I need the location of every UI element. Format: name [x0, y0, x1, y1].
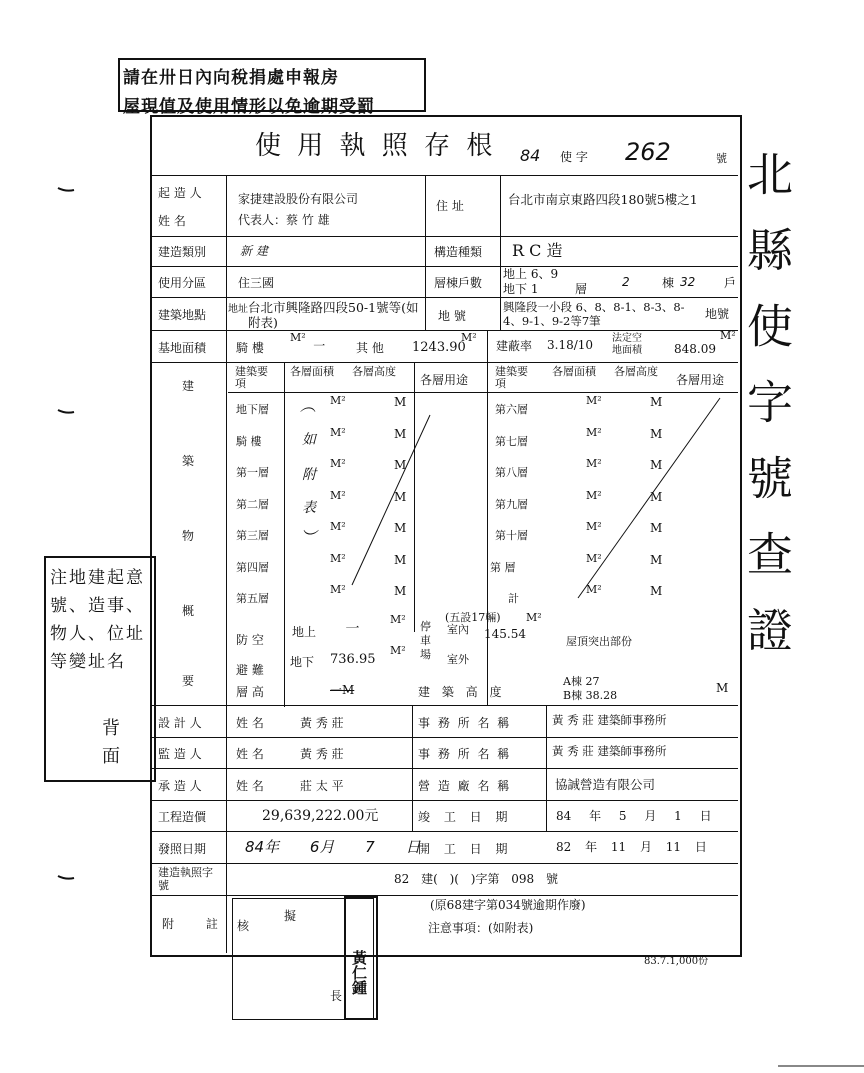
unit-m2: M²: [330, 520, 346, 533]
supervisor-name-label: 姓 名: [236, 747, 264, 761]
completion-date: 84 年 5 月 1 日: [556, 809, 712, 823]
supervisor-role: 監 造 人: [158, 747, 202, 761]
see-attached-mark: ︶: [300, 528, 317, 547]
owner-address: 台北市南京東路四段180號5樓之1: [508, 192, 698, 207]
unit-m2: M²: [586, 583, 602, 596]
floor-height-label: 層 高: [236, 685, 264, 699]
building-count: 2: [622, 275, 630, 289]
unit-m2: M²: [330, 457, 346, 470]
household-count: 32: [680, 275, 696, 289]
unit-m: M: [394, 395, 407, 409]
left-floor-row: 第二層: [236, 498, 269, 511]
notes-label: 附 註: [162, 917, 232, 931]
unit-m: M: [394, 427, 407, 441]
lot-numbers: 興隆段一小段 6、8、8-1、8-3、8-4、9-1、9-2等7筆: [503, 300, 685, 328]
permit-number: 262: [625, 138, 671, 166]
form-title: 使 用 執 照 存 根: [255, 131, 497, 161]
zone-label: 使用分區: [158, 276, 207, 290]
unit-m2: M²: [330, 552, 346, 565]
site-address: 台北市興隆路四段50-1號等(如附表): [248, 300, 419, 330]
unit-m2: M²: [330, 489, 346, 502]
unit-m: M: [650, 458, 663, 472]
other-label: 其 他: [356, 341, 384, 355]
margin-mark-2: [58, 410, 74, 413]
unit-m2: M²: [330, 426, 346, 439]
floors-unit: 層: [575, 282, 588, 296]
left-header-area: 各層面積: [290, 365, 334, 378]
arcade-label: 騎 樓: [236, 341, 264, 355]
structure-value: R C 造: [512, 241, 563, 260]
right-floor-row: 計: [508, 592, 519, 605]
unit-m: M: [650, 521, 663, 535]
owner-representative: 代表人：蔡 竹 雄: [238, 213, 330, 227]
contractor-office: 協誠營造有限公司: [555, 777, 656, 792]
cost-value: 29,639,222.00元: [262, 808, 379, 824]
legal-space-label: 法定空地面積: [612, 333, 642, 356]
above-ground-value: 一: [344, 621, 358, 637]
supervisor-name: 黃 秀 莊: [300, 747, 344, 761]
start-date: 82 年 11 月 11 日: [556, 840, 707, 854]
parking-outdoor: 室外: [447, 653, 469, 666]
building-height-label: 建 築 高 度: [418, 685, 506, 699]
see-attached-mark: 如: [302, 432, 316, 448]
build-permit-value: 82 建( )( )字第 098 號: [394, 872, 558, 886]
parking-indoor: 室內: [447, 623, 469, 636]
right-header-area: 各層面積: [552, 365, 596, 378]
building-unit: 棟: [662, 276, 675, 290]
unit-m2: M²: [586, 457, 602, 470]
site-addr-prefix: 地址: [228, 304, 248, 315]
unit-m2: M²: [586, 394, 602, 407]
unit-m: M: [650, 490, 663, 504]
unit-m: M: [650, 553, 663, 567]
unit-m: M: [394, 521, 407, 535]
other-value: 1243.90: [412, 340, 466, 355]
tax-notice-line1: 請在卅日內向稅捐處申報房: [123, 68, 339, 88]
area-label: 基地面積: [158, 341, 207, 355]
owner-address-label: 住 址: [436, 199, 464, 213]
coverage-label: 建蔽率: [496, 339, 533, 353]
parking-area: 145.54: [484, 627, 526, 641]
supervisor-office-label: 事 務 所 名 稱: [418, 747, 512, 761]
tax-notice-line2: 屋現值及使用情形以免逾期受罰: [123, 97, 375, 117]
contractor-role: 承 造 人: [158, 779, 202, 793]
above-ground-unit: M²: [390, 613, 406, 626]
right-header-item: 建築要項: [495, 365, 528, 390]
arcade-unit: M²: [290, 331, 306, 344]
completion-label: 竣 工 日 期: [418, 810, 513, 824]
floors-below: 地下 1: [503, 282, 539, 296]
designer-office: 黃 秀 莊 建築師事務所: [552, 713, 667, 727]
start-date-label: 開 工 日 期: [418, 842, 513, 856]
unit-m2: M²: [586, 552, 602, 565]
right-floor-row: 第九層: [495, 498, 528, 511]
designer-role: 設 計 人: [158, 716, 202, 730]
unit-m2: M²: [330, 583, 346, 596]
right-floor-row: 第七層: [495, 435, 528, 448]
building-b-height: B棟 38.28: [563, 689, 618, 702]
parking-unit: M²: [526, 611, 542, 624]
stamp-draft: 擬: [284, 909, 297, 923]
summary-side-4: 概: [182, 604, 195, 618]
below-ground-unit: M²: [390, 644, 406, 657]
build-type-label: 建造類別: [158, 245, 207, 259]
permit-year: 84: [520, 146, 541, 165]
unit-m: M: [650, 584, 663, 598]
unit-m: M: [394, 584, 407, 598]
right-floor-row: 第八層: [495, 466, 528, 479]
build-permit-label: 建造執照字號: [158, 866, 213, 892]
left-header-item: 建築要項: [235, 365, 268, 390]
unit-m: M: [394, 490, 407, 504]
building-a-height: A棟 27: [563, 675, 600, 688]
side-note-back: 背面: [99, 718, 120, 774]
owner-name-label: 姓 名: [158, 214, 186, 228]
contractor-name: 莊 太 平: [300, 779, 344, 793]
left-floor-row: 騎 樓: [236, 435, 262, 448]
right-floor-row: 第 層: [490, 561, 516, 574]
summary-side-1: 建: [182, 379, 195, 393]
cost-label: 工程造價: [158, 810, 207, 824]
right-header-height: 各層高度: [614, 365, 658, 378]
designer-name-label: 姓 名: [236, 716, 264, 730]
unit-m2: M²: [586, 520, 602, 533]
unit-m2: M²: [586, 426, 602, 439]
notes-line2: 注意事項：(如附表): [428, 921, 534, 935]
print-info: 83.7.1,000份: [644, 956, 709, 967]
structure-label: 構造種類: [434, 245, 483, 259]
roof-label: 屋頂突出部份: [566, 635, 632, 648]
build-type-value: 新 建: [240, 244, 268, 258]
left-floor-row: 地下層: [236, 403, 269, 416]
issue-date: 84年 6月 7 日: [245, 838, 421, 856]
owner-label: 起 造 人: [158, 186, 202, 200]
building-height-unit: M: [716, 681, 729, 695]
left-header-height: 各層高度: [352, 365, 396, 378]
unit-m: M: [650, 427, 663, 441]
see-attached-mark: 表: [302, 500, 316, 516]
lot-suffix: 地號: [705, 307, 730, 321]
zone-value: 住三國: [238, 276, 275, 290]
permit-suffix: 號: [716, 152, 727, 165]
contractor-office-label: 營 造 廠 名 稱: [418, 779, 512, 793]
notes-line1: (原68建字第034號逾期作廢): [430, 898, 586, 912]
floor-height-value: 一M: [330, 683, 355, 697]
right-header-use: 各層用途: [676, 373, 725, 387]
right-edge-stamp: 北縣使字號查證: [740, 150, 794, 682]
household-unit: 戶: [724, 276, 737, 290]
left-floor-row: 第三層: [236, 529, 269, 542]
summary-side-5: 要: [182, 674, 195, 688]
summary-side-2: 築: [182, 454, 195, 468]
below-ground-value: 736.95: [330, 652, 376, 667]
margin-mark-3: [58, 876, 74, 879]
margin-mark-1: [58, 188, 74, 191]
summary-side-3: 物: [182, 529, 195, 543]
supervisor-office: 黃 秀 莊 建築師事務所: [552, 744, 667, 758]
floors-above: 地上 6、9: [503, 267, 559, 281]
parking-count: (五設17輛): [445, 611, 501, 624]
unit-m: M: [394, 553, 407, 567]
lot-label: 地 號: [438, 309, 466, 323]
see-attached-mark: ︵: [300, 396, 317, 415]
legal-space-unit: M²: [720, 329, 736, 342]
issue-date-label: 發照日期: [158, 842, 207, 856]
designer-office-label: 事 務 所 名 稱: [418, 716, 512, 730]
unit-m: M: [394, 458, 407, 472]
unit-m2: M²: [330, 394, 346, 407]
right-floor-row: 第六層: [495, 403, 528, 416]
owner-company: 家捷建設股份有限公司: [238, 192, 359, 206]
official-seal-name: 黃仁鍾: [350, 950, 368, 995]
stamp-chief: 長: [330, 989, 343, 1003]
parking-label: 停車場: [420, 620, 431, 661]
civil-defense-label: 防 空 避 難: [236, 633, 264, 677]
side-note-text: 注地建起意號、造事、物人、位址等變址名: [50, 568, 145, 672]
arcade-value: 一: [312, 339, 325, 353]
see-attached-mark: 附: [302, 467, 316, 483]
left-header-use: 各層用途: [420, 373, 469, 387]
permit-word: 使 字: [560, 150, 588, 164]
right-floor-row: 第十層: [495, 529, 528, 542]
site-label: 建築地點: [158, 308, 207, 322]
left-floor-row: 第四層: [236, 561, 269, 574]
left-floor-row: 第一層: [236, 466, 269, 479]
below-ground-label: 地下: [290, 655, 315, 669]
above-ground-label: 地上: [292, 625, 317, 639]
legal-space-value: 848.09: [674, 342, 716, 356]
designer-name: 黃 秀 莊: [300, 716, 344, 730]
left-floor-row: 第五層: [236, 592, 269, 605]
stamp-check: 核: [237, 919, 250, 933]
coverage-value: 3.18/10: [547, 338, 594, 352]
unit-m2: M²: [586, 489, 602, 502]
contractor-name-label: 姓 名: [236, 779, 264, 793]
floors-label: 層棟戶數: [434, 276, 483, 290]
unit-m: M: [650, 395, 663, 409]
other-unit: M²: [461, 331, 477, 344]
